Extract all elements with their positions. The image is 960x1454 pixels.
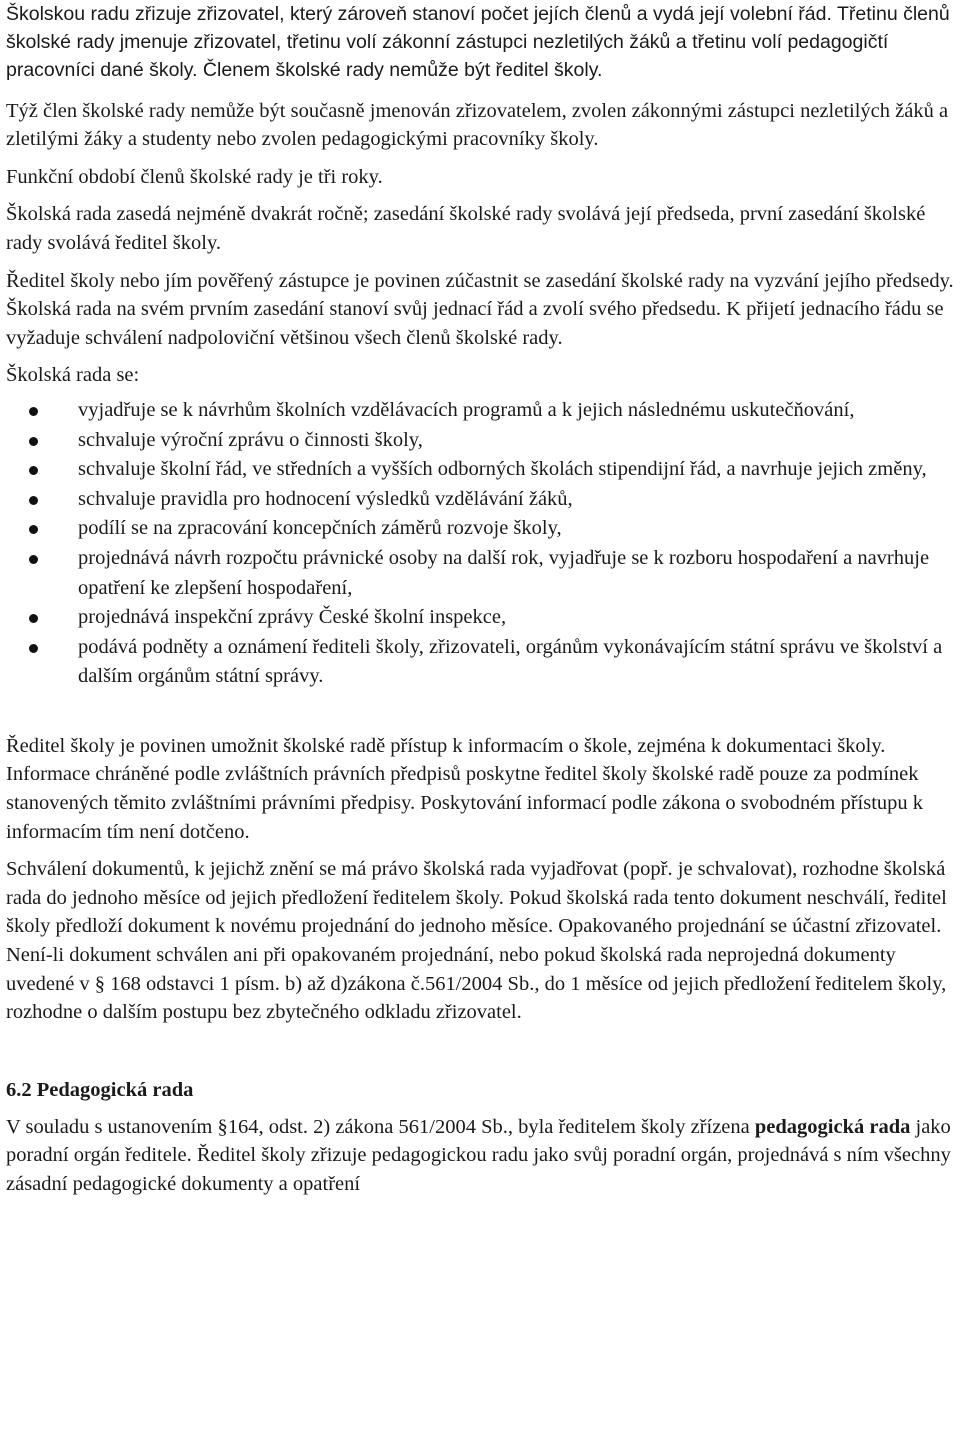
list-item: podává podněty a oznámení řediteli školy, zřizovateli, orgánům vykonávajícím státní správu ve školství a dalším orgánům státní správy. (6, 633, 954, 692)
list-item: schvaluje školní řád, ve středních a vyšších odborných školách stipendijní řád, a navrhuje jejich změny, (6, 455, 954, 485)
paragraph-director-participation: Ředitel školy nebo jím pověřený zástupce je povinen zúčastnit se zasedání školské rady na vyzvání jejího předsedy. Školská rada na svém prvním zasedání stanoví svůj jednací řád a zvolí svého předsedu. K přijetí jednacího řádu se vyžaduje schválení nadpoloviční většinou všech členů školské rady. (6, 269, 954, 349)
list-item: vyjadřuje se k návrhům školních vzdělávacích programů a k jejich následnému uskutečňování, (6, 396, 954, 426)
document-page (6, 0, 954, 1199)
paragraph-school-council-intro: Školskou radu zřizuje zřizovatel, který zároveň stanoví počet jejích členů a vydá její volební řád. Třetinu členů školské rady jmenuje zřizovatel, třetinu volí zákonní zástupci nezletilých žáků a třetinu volí pedagogičtí pracovníci dané školy. Členem školské rady nemůže být ředitel školy. (6, 3, 950, 82)
paragraph-information-access: Ředitel školy je povinen umožnit školské radě přístup k informacím o škole, zejména k dokumentaci školy. Informace chráněné podle zvláštních právních předpisů poskytne ředitel školy školské radě pouze za podmínek stanovených těmito zvláštními právními předpisy. Poskytování informací podle zákona o svobodném přístupu k informacím tím není dotčeno. (6, 734, 924, 843)
paragraph-document-approval: Schválení dokumentů, k jejichž znění se má právo školská rada vyjadřovat (popř. je schvalovat), rozhodne školská rada do jednoho měsíce od jejich předložení ředitelem školy. Pokud školská rada tento dokument neschválí, ředitel školy předloží dokument k novému projednání do jednoho měsíce. Opakovaného projednání se účastní zřizovatel. Není-li dokument schválen ani při opakovaném projednání, nebo pokud školská rada neprojedná dokumenty uvedené v § 168 odstavci 1 písm. b) až d)zákona č.561/2004 Sb., do 1 měsíce od jejich předložení ředitelem školy, rozhodne o dalším postupu bez zbytečného odkladu zřizovatel. (6, 858, 947, 1024)
list-intro: Školská rada se: (6, 364, 140, 387)
list-item: projednává návrh rozpočtu právnické osoby na další rok, vyjadřuje se k rozboru hospodaření a navrhuje opatření ke zlepšení hospodaření, (6, 544, 954, 603)
paragraph-same-member: Týž člen školské rady nemůže být současně jmenován zřizovatelem, zvolen zákonnými zástupci nezletilých žáků a zletilými žáky a studenty nebo zvolen pedagogickými pracovníky školy. (6, 99, 949, 151)
paragraph-meetings: Školská rada zasedá nejméně dvakrát ročně; zasedání školské rady svolává její předseda, první zasedání školské rady svolává ředitel školy. (6, 203, 926, 254)
section-bold-term: pedagogická rada (754, 1115, 911, 1138)
paragraph-term-of-office: Funkční období členů školské rady je tři roky. (6, 165, 383, 188)
section-text-start: V souladu s ustanovením §164, odst. 2) zákona 561/2004 Sb., byla ředitelem školy zřízena (6, 1115, 755, 1138)
section-heading: 6.2 Pedagogická rada (6, 1078, 194, 1101)
list-item: projednává inspekční zprávy České školní inspekce, (6, 603, 954, 633)
list-item: schvaluje pravidla pro hodnocení výsledků vzdělávání žáků, (6, 485, 954, 515)
paragraph-pedagogical-council (6, 1113, 954, 1199)
list-item: podílí se na zpracování koncepčních záměrů rozvoje školy, (6, 514, 954, 544)
list-item: schvaluje výroční zprávu o činnosti školy, (6, 426, 954, 456)
council-duties-list (6, 396, 954, 692)
section-text-end: jako poradní orgán ředitele. Ředitel školy zřizuje pedagogickou radu jako svůj poradní orgán, projednává s ním všechny zásadní pedagogické dokumenty a opatření (6, 1115, 951, 1196)
